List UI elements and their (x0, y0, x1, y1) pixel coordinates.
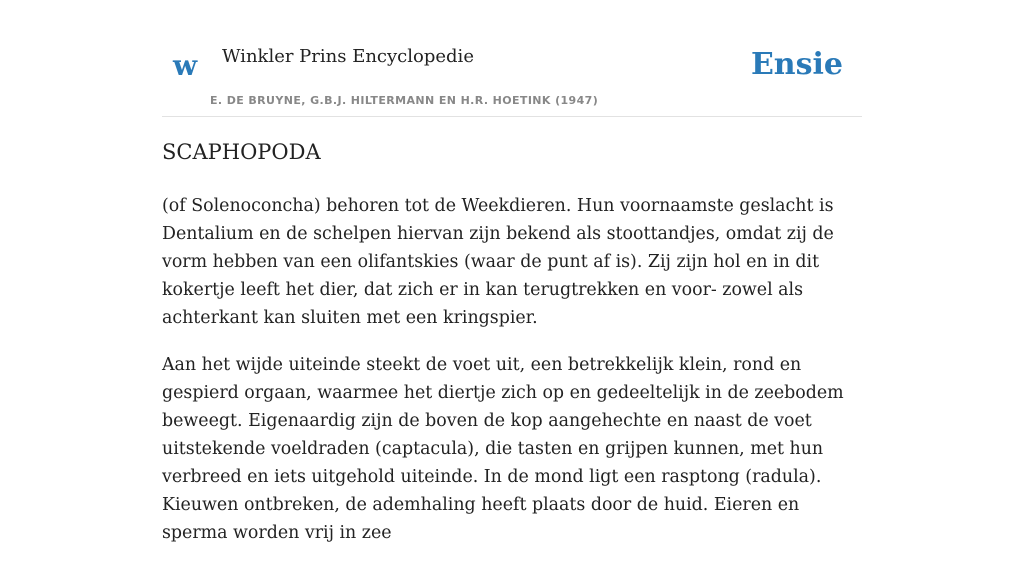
entry-title: SCAPHOPODA (162, 140, 321, 164)
entry-paragraph: Aan het wijde uiteinde steekt de voet uit, een betrekkelijk klein, rond en gespierd orgaan, waarmee het diertje zich op en gedeeltelijk in de zeebodem beweegt. Eigenaardig zijn de boven de kop aangehechte en naast de voet uitstekende voeldraden (captacula), die tasten en grijpen kunnen, met hun verbreed en iets uitgehold uiteinde. In de mond ligt een rasptong (radula). Kieuwen ontbreken, de ademhaling heeft plaats door de huid. Eieren en sperma worden vrij in zee (162, 355, 844, 543)
ensie-logo-link[interactable]: Ensie (750, 47, 843, 82)
source-authors: E. DE BRUYNE, G.B.J. HILTERMANN EN H.R. HOETINK (1947) (210, 94, 599, 107)
entry-paragraph: (of Solenoconcha) behoren tot de Weekdieren. Hun voornaamste geslacht is Dentalium en de schelpen hiervan zijn bekend als stoottandjes, omdat zij de vorm hebben van een olifantskies (waar de punt af is). Zij zijn hol en in dit kokertje leeft het dier, dat zich er in kan terugtrekken en voor- zowel als achterkant kan sluiten met een kringspier. (162, 196, 834, 328)
winkler-prins-logo-icon[interactable]: w (173, 49, 198, 82)
site-header (162, 0, 862, 117)
source-title-link[interactable]: Winkler Prins Encyclopedie (222, 46, 474, 67)
entry-body (162, 192, 862, 566)
